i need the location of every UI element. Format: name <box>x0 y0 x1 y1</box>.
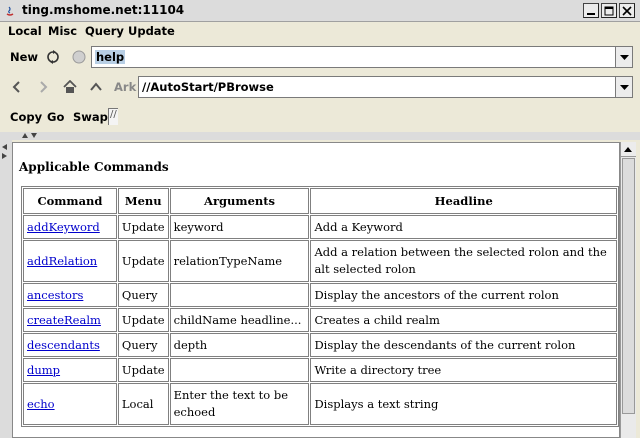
content-heading: Applicable Commands <box>19 160 169 174</box>
java-app-icon <box>4 5 16 17</box>
split-divider[interactable] <box>0 132 640 140</box>
command-link[interactable]: echo <box>27 396 55 411</box>
menu-cell: Update <box>118 358 169 382</box>
headline-cell: Add a relation between the selected rolon and the alt selected rolon <box>310 240 617 282</box>
title-bar <box>0 0 640 22</box>
copy-button[interactable]: Copy <box>10 110 43 124</box>
arguments-cell: childName headline... <box>170 308 310 332</box>
back-icon[interactable] <box>11 81 23 93</box>
headline-cell: Creates a child realm <box>310 308 617 332</box>
menu-local[interactable]: Local <box>8 24 42 38</box>
vertical-scrollbar[interactable] <box>620 142 636 438</box>
commands-table <box>21 186 619 427</box>
collapse-left-icon[interactable] <box>2 144 7 150</box>
arguments-cell <box>170 283 310 307</box>
window-title: ting.mshome.net:11104 <box>22 3 185 17</box>
swap-field[interactable]: // <box>108 108 118 125</box>
menu-cell: Update <box>118 308 169 332</box>
command-input[interactable] <box>91 46 615 68</box>
scroll-thumb[interactable] <box>622 158 635 414</box>
command-link[interactable]: addRelation <box>27 253 98 268</box>
menu-cell: Query <box>118 333 169 357</box>
command-link[interactable]: createRealm <box>27 313 101 327</box>
table-row <box>23 358 617 382</box>
ark-button[interactable]: Ark <box>114 80 137 94</box>
table-row <box>23 383 617 425</box>
header-command: Command <box>23 188 117 214</box>
headline-cell: Displays a text string <box>310 383 617 425</box>
close-icon <box>622 6 632 16</box>
command-dropdown-button[interactable] <box>615 46 633 68</box>
arguments-cell: depth <box>170 333 310 357</box>
path-value: //AutoStart/PBrowse <box>142 80 274 94</box>
header-menu: Menu <box>118 188 169 214</box>
table-row <box>23 333 617 357</box>
headline-cell: Write a directory tree <box>310 358 617 382</box>
menu-cell: Update <box>118 215 169 239</box>
menu-bar <box>0 22 640 42</box>
chevron-up-icon <box>624 147 632 152</box>
minimize-button[interactable] <box>583 3 599 18</box>
command-link[interactable]: ancestors <box>27 288 84 302</box>
command-link[interactable]: addKeyword <box>27 220 100 234</box>
table-header-row <box>23 188 617 214</box>
left-split-strip[interactable] <box>0 140 12 438</box>
expand-down-icon[interactable] <box>31 133 37 138</box>
home-icon[interactable] <box>63 80 77 94</box>
stop-icon[interactable] <box>71 49 87 65</box>
maximize-icon <box>604 6 614 16</box>
header-arguments: Arguments <box>170 188 310 214</box>
menu-cell: Update <box>118 240 169 282</box>
up-icon[interactable] <box>90 81 102 93</box>
headline-cell: Display the descendants of the current rolon <box>310 333 617 357</box>
expand-right-icon[interactable] <box>2 153 7 159</box>
command-link[interactable]: dump <box>27 363 61 377</box>
header-headline: Headline <box>310 188 617 214</box>
path-input[interactable] <box>138 76 615 98</box>
menu-update[interactable]: Update <box>128 24 175 38</box>
table-row <box>23 308 617 332</box>
forward-icon[interactable] <box>37 81 49 93</box>
go-button[interactable]: Go <box>47 110 65 124</box>
new-button[interactable]: New <box>10 50 39 64</box>
command-toolbar <box>0 44 640 70</box>
content-pane <box>12 142 620 438</box>
command-value: help <box>96 50 125 64</box>
arguments-cell: keyword <box>170 215 310 239</box>
menu-query[interactable]: Query <box>85 24 124 38</box>
chevron-down-icon <box>620 55 629 61</box>
arguments-cell: relationTypeName <box>170 240 310 282</box>
scroll-up-button[interactable] <box>621 142 636 157</box>
action-toolbar <box>0 104 640 130</box>
maximize-button[interactable] <box>601 3 617 18</box>
collapse-up-icon[interactable] <box>22 133 28 138</box>
menu-cell: Query <box>118 283 169 307</box>
headline-cell: Add a Keyword <box>310 215 617 239</box>
navigation-toolbar <box>0 74 640 100</box>
minimize-icon <box>586 6 596 16</box>
path-dropdown-button[interactable] <box>615 76 633 98</box>
swap-button[interactable]: Swap <box>73 110 108 124</box>
chevron-down-icon <box>620 85 629 91</box>
arguments-cell: Enter the text to be echoed <box>170 383 310 425</box>
table-row <box>23 283 617 307</box>
close-button[interactable] <box>619 3 635 18</box>
menu-misc[interactable]: Misc <box>48 24 78 38</box>
headline-cell: Display the ancestors of the current rolon <box>310 283 617 307</box>
table-row <box>23 240 617 282</box>
command-link[interactable]: descendants <box>27 338 100 352</box>
arguments-cell <box>170 358 310 382</box>
refresh-icon[interactable] <box>45 49 61 65</box>
menu-cell: Local <box>118 383 169 425</box>
table-row <box>23 215 617 239</box>
